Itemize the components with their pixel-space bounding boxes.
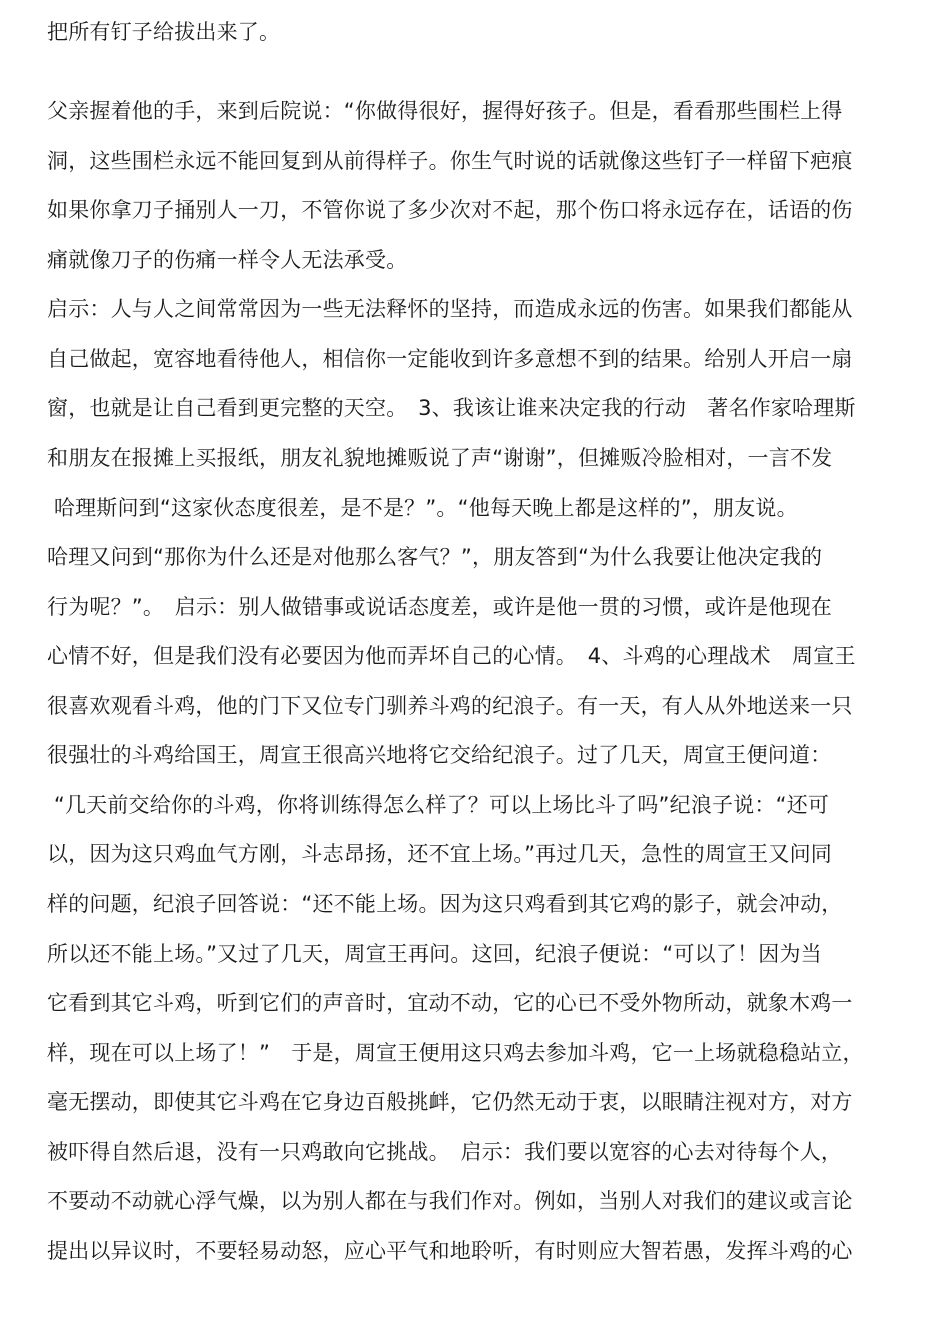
- text-line: 父亲握着他的手，来到后院说：“你做得很好，握得好孩子。但是，看看那些围栏上得: [47, 99, 843, 123]
- text-line: 哈理斯问到“这家伙态度很差，是不是？”。“他每天晚上都是这样的”，朋友说。: [47, 496, 798, 520]
- text-line: 样，现在可以上场了！” 于是，周宣王便用这只鸡去参加斗鸡，它一上场就稳稳站立，: [47, 1041, 864, 1065]
- text-line: 窗，也就是让自己看到更完整的天空。 3、我该让谁来决定我的行动 著名作家哈理斯: [47, 396, 856, 420]
- text-line: 很喜欢观看斗鸡，他的门下又位专门驯养斗鸡的纪浪子。有一天，有人从外地送来一只: [47, 694, 853, 718]
- text-line: 启示：人与人之间常常因为一些无法释怀的坚持，而造成永远的伤害。如果我们都能从: [47, 297, 853, 321]
- text-line: 如果你拿刀子捅别人一刀，不管你说了多少次对不起，那个伤口将永远存在，话语的伤: [47, 198, 853, 222]
- text-line: 被吓得自然后退，没有一只鸡敢向它挑战。 启示：我们要以宽容的心去对待每个人，: [47, 1140, 843, 1164]
- text-line: 它看到其它斗鸡，听到它们的声音时，宜动不动，它的心已不受外物所动，就象木鸡一: [47, 991, 853, 1015]
- text-line: 心情不好，但是我们没有必要因为他而弄坏自己的心情。 4、斗鸡的心理战术 周宣王: [47, 644, 856, 668]
- text-line: 毫无摆动，即使其它斗鸡在它身边百般挑衅，它仍然无动于衷，以眼睛注视对方，对方: [47, 1090, 853, 1114]
- text-line: 把所有钉子给拔出来了。: [47, 20, 281, 44]
- text-line: 痛就像刀子的伤痛一样令人无法承受。: [47, 248, 408, 272]
- text-line: 所以还不能上场。”又过了几天，周宣王再问。这回，纪浪子便说：“可以了！因为当: [47, 942, 822, 966]
- text-line: 样的问题，纪浪子回答说：“还不能上场。因为这只鸡看到其它鸡的影子，就会冲动，: [47, 892, 843, 916]
- text-line: 以，因为这只鸡血气方刚，斗志昂扬，还不宜上场。”再过几天，急性的周宣王又问同: [47, 842, 832, 866]
- text-line: 不要动不动就心浮气燥，以为别人都在与我们作对。例如，当别人对我们的建议或言论: [47, 1189, 853, 1213]
- text-line: 很强壮的斗鸡给国王，周宣王很高兴地将它交给纪浪子。过了几天，周宣王便问道：: [47, 743, 832, 767]
- text-line: “几天前交给你的斗鸡，你将训练得怎么样了？可以上场比斗了吗”纪浪子说：“还可: [47, 793, 830, 817]
- text-line: 自己做起，宽容地看待他人，相信你一定能收到许多意想不到的结果。给别人开启一扇: [47, 347, 853, 371]
- text-line: 提出以异议时，不要轻易动怒，应心平气和地聆听，有时则应大智若愚，发挥斗鸡的心: [47, 1239, 853, 1263]
- text-line: 哈理又问到“那你为什么还是对他那么客气？”，朋友答到“为什么我要让他决定我的: [47, 545, 823, 569]
- text-line: 洞，这些围栏永远不能回复到从前得样子。你生气时说的话就像这些钉子一样留下疤痕: [47, 149, 853, 173]
- text-line: 行为呢？”。 启示：别人做错事或说话态度差，或许是他一贯的习惯，或许是他现在: [47, 595, 832, 619]
- text-line: 和朋友在报摊上买报纸，朋友礼貌地摊贩说了声“谢谢”，但摊贩冷脸相对，一言不发: [47, 446, 833, 470]
